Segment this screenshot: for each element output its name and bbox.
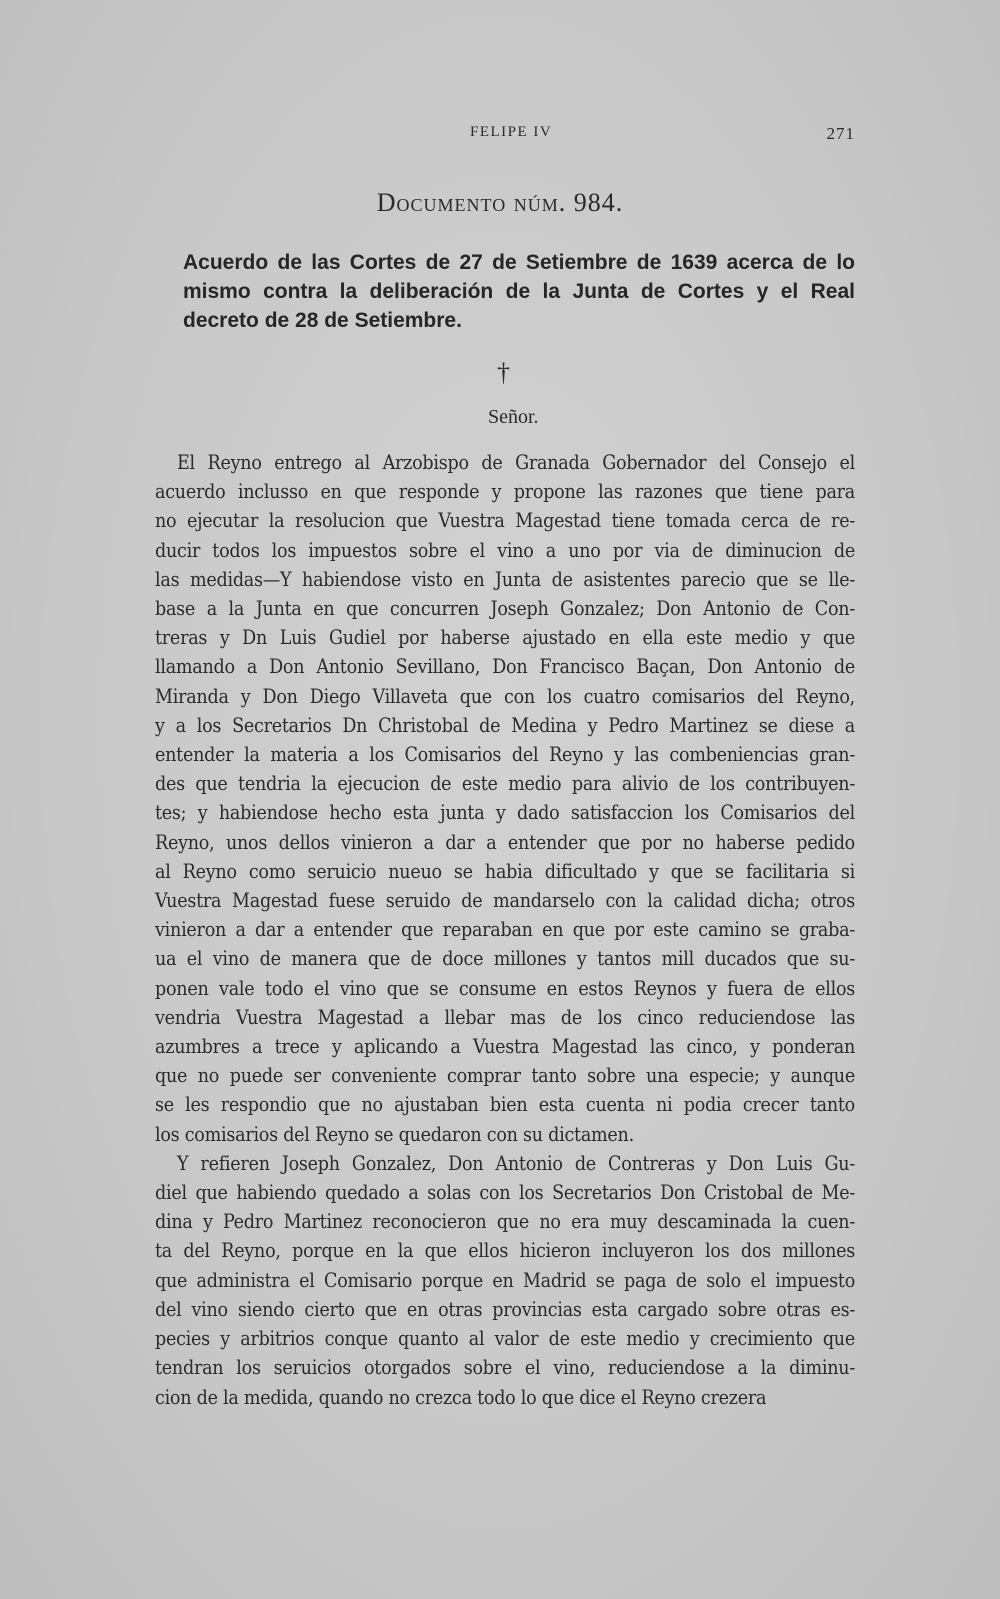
text-line: las medidas—Y habiendose visto en Junta de asistentes parecio que se lle- — [155, 567, 855, 591]
text-line: tendran los seruicios otorgados sobre el vino, reduciendose a la diminu- — [155, 1356, 855, 1380]
text-line: treras y Dn Luis Gudiel por haberse ajustado en ella este medio y que — [155, 626, 855, 650]
text-line: ta del Reyno, porque en la que ellos hicieron incluyeron los dos millones — [155, 1239, 855, 1263]
text-line: del vino siendo cierto que en otras provincias esta cargado sobre otras es- — [155, 1297, 855, 1321]
text-line: vinieron a dar a entender que reparaban en que por este camino se graba- — [155, 918, 855, 942]
text-line: entender la materia a los Comisarios del Reyno y las combeniencias gran- — [155, 743, 855, 767]
text-line: cion de la medida, quando no crezca todo lo que dice el Reyno crezera — [155, 1385, 767, 1409]
text-line: Y refieren Joseph Gonzalez, Don Antonio de Contreras y Don Luis Gu- — [177, 1151, 855, 1175]
text-line: Miranda y Don Diego Villaveta que con los cuatro comisarios del Reyno, — [155, 684, 855, 708]
text-line: los comisarios del Reyno se quedaron con su dictamen. — [155, 1122, 634, 1146]
text-line: des que tendria la ejecucion de este medio para alivio de los contribuyen- — [155, 772, 855, 796]
text-line: El Reyno entrego al Arzobispo de Granada Gobernador del Consejo el — [177, 451, 855, 474]
running-header — [160, 120, 855, 146]
text-line: dina y Pedro Martinez reconocieron que no era muy descaminada la cuen- — [155, 1210, 855, 1234]
text-line: ponen vale todo el vino que se consume en estos Reynos y fuera de ellos — [155, 976, 855, 1000]
text-line: diel que habiendo quedado a solas con los Secretarios Don Cristobal de Me- — [155, 1181, 855, 1205]
text-line: que administra el Comisario porque en Madrid se paga de solo el impuesto — [155, 1268, 855, 1292]
text-line: acuerdo inclusso en que responde y propone las razones que tiene para — [155, 480, 855, 504]
text-line: al Reyno como seruicio nueuo se habia dificultado y que se facilitaria si — [155, 859, 855, 883]
text-line: se les respondio que no ajustaban bien esta cuenta ni podia crecer tanto — [155, 1093, 855, 1117]
text-line: ua el vino de manera que de doce millones y tantos mill ducados que su- — [155, 947, 855, 971]
text-line: no ejecutar la resolucion que Vuestra Magestad tiene tomada cerca de re- — [155, 509, 855, 533]
running-title: FELIPE IV — [470, 124, 553, 140]
text-line: Vuestra Magestad fuese seruido de mandarselo con la calidad dicha; otros — [155, 889, 855, 913]
text-line: ducir todos los impuestos sobre el vino a uno por via de diminucion de — [155, 538, 855, 562]
document-title: Acuerdo de las Cortes de 27 de Setiembre de 1639 acerca de lo mismo contra la deliberación de la Junta de Cortes y el Real decreto de 28 de Setiembre. — [183, 251, 855, 332]
text-line: base a la Junta en que concurren Joseph Gonzalez; Don Antonio de Con- — [155, 597, 855, 621]
text-line: tes; y habiendose hecho esta junta y dado satisfaccion los Comisarios del — [155, 801, 855, 825]
text-line: llamando a Don Antonio Sevillano, Don Francisco Baçan, Don Antonio de — [155, 655, 855, 679]
text-line: y a los Secretarios Dn Christobal de Medina y Pedro Martinez se diese a — [155, 713, 855, 737]
text-line: vendria Vuestra Magestad a llebar mas de los cinco reduciendose las — [155, 1005, 855, 1029]
text-line: Reyno, unos dellos vinieron a dar a entender que por no haberse pedido — [155, 830, 855, 854]
page-number: 271 — [826, 124, 855, 143]
text-line: azumbres a trece y aplicando a Vuestra Magestad las cinco, y ponderan — [155, 1035, 855, 1059]
text-line: pecies y arbitrios conque quanto al valor de este medio y crecimiento que — [155, 1327, 855, 1351]
text-line: que no puede ser conveniente comprar tanto sobre una especie; y aunque — [155, 1064, 855, 1088]
body-text — [155, 448, 855, 1412]
document-number: Documento núm. 984. — [376, 188, 624, 217]
cross-icon: † — [497, 358, 510, 387]
salutation: Señor. — [488, 406, 539, 428]
